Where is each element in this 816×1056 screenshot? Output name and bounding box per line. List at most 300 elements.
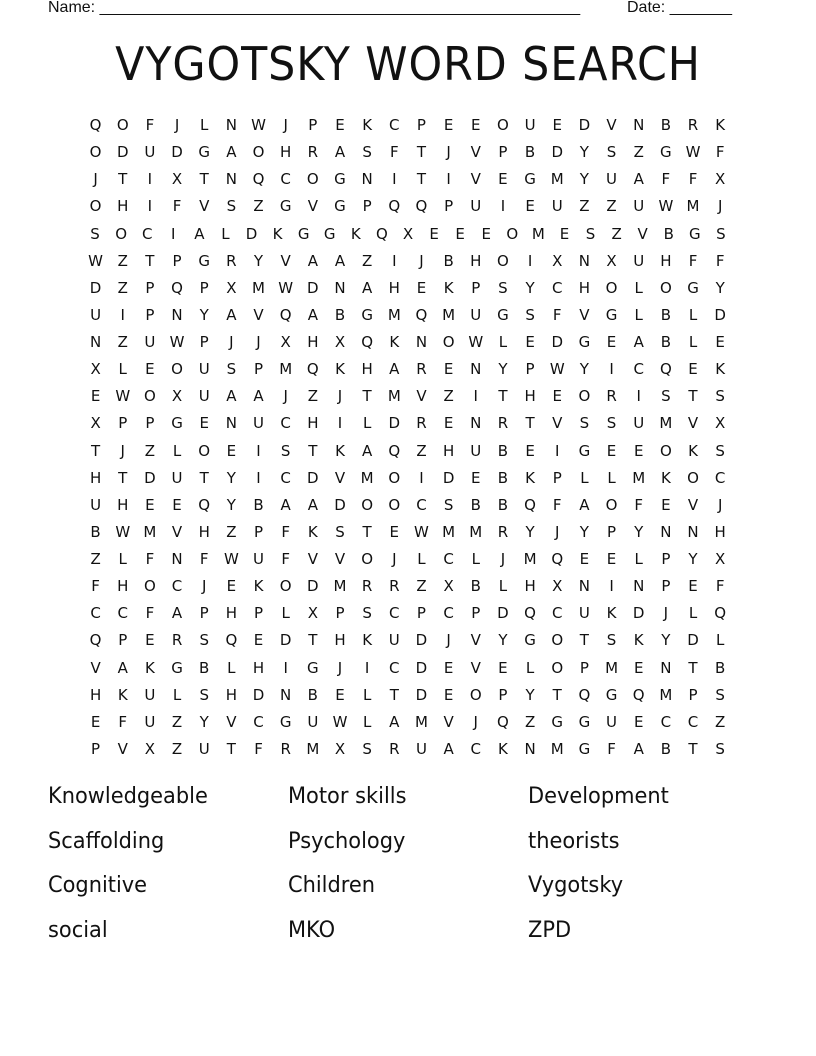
grid-letter: L bbox=[634, 550, 643, 569]
grid-letter: U bbox=[633, 197, 645, 216]
grid-letter: W bbox=[115, 387, 131, 406]
grid-letter: E bbox=[552, 387, 562, 406]
grid-letter: S bbox=[280, 441, 291, 460]
grid-letter: U bbox=[470, 305, 482, 324]
grid-letter: Y bbox=[579, 360, 589, 379]
grid-letter: N bbox=[361, 170, 373, 189]
word-list-item: theorists bbox=[528, 827, 620, 854]
grid-letter: C bbox=[253, 712, 264, 731]
grid-letter: N bbox=[524, 739, 536, 758]
grid-letter: S bbox=[606, 143, 617, 162]
grid-letter: C bbox=[280, 414, 291, 433]
grid-letter: I bbox=[283, 658, 288, 677]
grid-letter: O bbox=[659, 441, 672, 460]
grid-letter: C bbox=[416, 495, 427, 514]
grid-letter: H bbox=[117, 197, 129, 216]
grid-letter: M bbox=[333, 577, 347, 596]
grid-letter: Y bbox=[199, 305, 209, 324]
grid-letter: U bbox=[144, 333, 156, 352]
grid-letter: H bbox=[307, 414, 319, 433]
grid-letter: Q bbox=[388, 441, 401, 460]
grid-letter: E bbox=[552, 116, 562, 135]
grid-letter: T bbox=[416, 143, 427, 162]
grid-letter: O bbox=[89, 143, 102, 162]
grid-letter: H bbox=[524, 577, 536, 596]
grid-letter: Y bbox=[253, 251, 264, 270]
grid-letter: D bbox=[245, 224, 258, 243]
grid-letter: L bbox=[634, 278, 643, 297]
header bbox=[48, 0, 748, 19]
grid-letter: E bbox=[661, 495, 671, 514]
grid-letter: T bbox=[118, 468, 128, 487]
grid-letter: B bbox=[663, 224, 674, 243]
grid-letter: M bbox=[523, 550, 537, 569]
grid-letter: N bbox=[578, 251, 590, 270]
grid-letter: U bbox=[415, 739, 427, 758]
grid-letter: U bbox=[198, 360, 210, 379]
grid-letter: G bbox=[307, 658, 319, 677]
grid-letter: B bbox=[497, 468, 509, 487]
grid-letter: G bbox=[198, 143, 211, 162]
grid-letter: A bbox=[579, 495, 590, 514]
grid-letter: G bbox=[524, 631, 536, 650]
grid-row bbox=[82, 438, 734, 465]
grid-letter: J bbox=[717, 495, 723, 514]
grid-letter: E bbox=[525, 333, 535, 352]
grid-letter: F bbox=[281, 522, 290, 541]
grid-letter: K bbox=[307, 522, 318, 541]
grid-letter: T bbox=[118, 170, 128, 189]
grid-letter: U bbox=[144, 712, 156, 731]
grid-letter: H bbox=[307, 333, 319, 352]
grid-letter: J bbox=[283, 387, 288, 406]
grid-letter: Z bbox=[307, 387, 318, 406]
grid-letter: V bbox=[253, 305, 264, 324]
grid-letter: E bbox=[471, 116, 481, 135]
grid-letter: Q bbox=[659, 360, 672, 379]
grid-letter: K bbox=[688, 441, 698, 460]
grid-letter: F bbox=[661, 170, 671, 189]
grid-letter: P bbox=[498, 143, 508, 162]
grid-letter: P bbox=[552, 468, 562, 487]
grid-letter: V bbox=[443, 712, 454, 731]
grid-letter: C bbox=[117, 604, 128, 623]
grid-letter: E bbox=[606, 441, 617, 460]
grid-letter: E bbox=[633, 658, 644, 677]
grid-row bbox=[82, 166, 734, 193]
grid-letter: C bbox=[660, 712, 672, 731]
grid-letter: R bbox=[361, 577, 373, 596]
grid-letter: H bbox=[252, 658, 265, 677]
grid-letter: X bbox=[715, 414, 726, 433]
grid-letter: F bbox=[281, 550, 290, 569]
grid-letter: Q bbox=[252, 170, 265, 189]
grid-letter: D bbox=[334, 495, 346, 514]
grid-letter: E bbox=[429, 224, 439, 243]
grid-letter: T bbox=[362, 387, 372, 406]
word-list-item: Scaffolding bbox=[48, 827, 165, 854]
grid-letter: L bbox=[715, 631, 725, 650]
grid-row bbox=[82, 248, 734, 275]
grid-letter: U bbox=[198, 739, 210, 758]
grid-letter: L bbox=[172, 685, 182, 704]
grid-letter: P bbox=[118, 414, 128, 433]
grid-letter: Z bbox=[226, 522, 237, 541]
grid-letter: T bbox=[199, 170, 209, 189]
grid-letter: F bbox=[715, 143, 725, 162]
grid-letter: L bbox=[281, 604, 290, 623]
grid-letter: F bbox=[715, 251, 725, 270]
grid-letter: B bbox=[334, 305, 346, 324]
grid-letter: K bbox=[144, 658, 155, 677]
grid-letter: G bbox=[497, 305, 509, 324]
grid-letter: N bbox=[470, 414, 482, 433]
grid-letter: H bbox=[388, 278, 400, 297]
grid-letter: V bbox=[470, 658, 481, 677]
grid-letter: R bbox=[280, 739, 291, 758]
grid-letter: F bbox=[172, 197, 182, 216]
grid-letter: M bbox=[686, 197, 700, 216]
grid-letter: P bbox=[362, 197, 372, 216]
grid-letter: H bbox=[442, 441, 455, 460]
grid-letter: F bbox=[254, 739, 263, 758]
grid-letter: P bbox=[607, 522, 617, 541]
grid-row bbox=[82, 627, 734, 654]
grid-letter: O bbox=[469, 685, 482, 704]
grid-letter: I bbox=[256, 441, 261, 460]
grid-letter: U bbox=[524, 116, 536, 135]
grid-letter: K bbox=[117, 685, 128, 704]
grid-letter: N bbox=[687, 522, 699, 541]
grid-letter: M bbox=[550, 170, 564, 189]
grid-letter: D bbox=[551, 333, 564, 352]
grid-row bbox=[82, 465, 734, 492]
grid-letter: S bbox=[715, 739, 725, 758]
grid-letter: Q bbox=[524, 495, 536, 514]
grid-letter: E bbox=[579, 550, 590, 569]
grid-letter: P bbox=[416, 604, 426, 623]
grid-letter: J bbox=[392, 550, 397, 569]
grid-letter: T bbox=[90, 441, 101, 460]
grid-row bbox=[82, 329, 734, 356]
grid-row bbox=[82, 383, 734, 410]
grid-letter: X bbox=[402, 224, 414, 243]
grid-letter: H bbox=[714, 522, 726, 541]
grid-letter: A bbox=[334, 143, 346, 162]
grid-letter: T bbox=[552, 685, 562, 704]
grid-letter: Y bbox=[498, 631, 508, 650]
grid-letter: F bbox=[607, 739, 616, 758]
grid-letter: C bbox=[389, 604, 400, 623]
grid-letter: Z bbox=[117, 333, 128, 352]
grid-letter: Z bbox=[171, 739, 183, 758]
grid-letter: Z bbox=[117, 278, 128, 297]
grid-letter: J bbox=[555, 522, 560, 541]
grid-letter: U bbox=[307, 712, 319, 731]
grid-letter: E bbox=[498, 658, 508, 677]
grid-letter: S bbox=[606, 414, 617, 433]
grid-letter: X bbox=[715, 550, 726, 569]
grid-letter: U bbox=[578, 604, 590, 623]
grid-letter: V bbox=[579, 305, 590, 324]
grid-letter: Y bbox=[661, 631, 671, 650]
grid-row bbox=[82, 221, 734, 248]
word-list-item: MKO bbox=[288, 916, 336, 943]
grid-letter: E bbox=[633, 441, 644, 460]
grid-letter: E bbox=[471, 468, 481, 487]
grid-letter: Y bbox=[525, 522, 535, 541]
grid-letter: P bbox=[308, 116, 318, 135]
grid-letter: X bbox=[226, 278, 237, 297]
grid-letter: W bbox=[549, 360, 565, 379]
grid-letter: S bbox=[90, 224, 100, 243]
grid-letter: L bbox=[498, 577, 508, 596]
grid-letter: C bbox=[551, 278, 563, 297]
grid-letter: N bbox=[633, 116, 645, 135]
grid-letter: X bbox=[606, 251, 617, 270]
grid-letter: D bbox=[89, 278, 102, 297]
grid-letter: G bbox=[605, 685, 618, 704]
grid-letter: Q bbox=[524, 604, 536, 623]
grid-letter: F bbox=[715, 577, 725, 596]
grid-letter: N bbox=[225, 414, 237, 433]
grid-letter: G bbox=[198, 251, 211, 270]
grid-letter: W bbox=[332, 712, 348, 731]
grid-letter: D bbox=[415, 658, 428, 677]
grid-letter: E bbox=[335, 116, 345, 135]
grid-letter: E bbox=[498, 170, 508, 189]
grid-letter: Z bbox=[416, 441, 427, 460]
grid-letter: I bbox=[171, 224, 176, 243]
grid-letter: G bbox=[323, 224, 336, 243]
word-list bbox=[48, 776, 768, 954]
grid-letter: H bbox=[89, 685, 102, 704]
grid-letter: N bbox=[578, 577, 590, 596]
grid-letter: Z bbox=[416, 577, 427, 596]
grid-row bbox=[82, 302, 734, 329]
grid-letter: K bbox=[660, 468, 671, 487]
grid-letter: Y bbox=[579, 143, 589, 162]
grid-letter: C bbox=[443, 550, 454, 569]
grid-letter: B bbox=[497, 495, 509, 514]
grid-letter: S bbox=[199, 631, 209, 650]
grid-letter: H bbox=[578, 278, 591, 297]
grid-letter: U bbox=[144, 685, 156, 704]
grid-letter: P bbox=[253, 360, 264, 379]
grid-letter: H bbox=[89, 468, 102, 487]
grid-letter: J bbox=[229, 333, 234, 352]
grid-letter: K bbox=[715, 360, 726, 379]
grid-letter: E bbox=[443, 658, 454, 677]
grid-letter: S bbox=[226, 197, 237, 216]
grid-letter: X bbox=[90, 414, 101, 433]
grid-letter: I bbox=[120, 305, 125, 324]
grid-letter: L bbox=[118, 550, 127, 569]
grid-letter: T bbox=[389, 685, 399, 704]
grid-letter: R bbox=[307, 143, 319, 162]
grid-letter: S bbox=[226, 360, 237, 379]
grid-letter: F bbox=[688, 251, 698, 270]
grid-letter: O bbox=[659, 278, 672, 297]
grid-letter: T bbox=[498, 387, 508, 406]
grid-letter: G bbox=[578, 712, 591, 731]
grid-letter: L bbox=[362, 685, 372, 704]
grid-letter: S bbox=[443, 495, 454, 514]
grid-letter: F bbox=[145, 604, 155, 623]
grid-letter: M bbox=[306, 739, 320, 758]
grid-letter: A bbox=[307, 251, 318, 270]
grid-letter: G bbox=[279, 712, 292, 731]
grid-letter: O bbox=[361, 550, 374, 569]
grid-letter: U bbox=[606, 712, 618, 731]
grid-letter: O bbox=[279, 577, 292, 596]
grid-letter: N bbox=[660, 658, 672, 677]
grid-letter: U bbox=[606, 170, 618, 189]
grid-letter: E bbox=[443, 360, 454, 379]
grid-letter: Q bbox=[551, 550, 564, 569]
grid-letter: S bbox=[661, 387, 671, 406]
grid-letter: E bbox=[226, 577, 237, 596]
grid-letter: P bbox=[91, 739, 101, 758]
grid-row bbox=[82, 193, 734, 220]
grid-letter: D bbox=[497, 604, 509, 623]
grid-letter: Z bbox=[611, 224, 622, 243]
word-list-item: Psychology bbox=[288, 827, 406, 854]
page-title: VYGOTSKY WORD SEARCH bbox=[115, 37, 701, 91]
grid-letter: R bbox=[171, 631, 183, 650]
grid-letter: Q bbox=[415, 305, 428, 324]
word-list-item: Motor skills bbox=[288, 783, 407, 809]
grid-letter: D bbox=[551, 143, 564, 162]
word-list-item: ZPD bbox=[528, 916, 572, 943]
grid-letter: G bbox=[578, 441, 591, 460]
grid-letter: L bbox=[688, 604, 698, 623]
grid-letter: Z bbox=[606, 197, 617, 216]
grid-letter: R bbox=[497, 414, 509, 433]
grid-letter: P bbox=[199, 604, 209, 623]
grid-letter: L bbox=[227, 658, 236, 677]
grid-letter: L bbox=[200, 116, 209, 135]
grid-letter: P bbox=[199, 278, 209, 297]
grid-letter: G bbox=[334, 170, 346, 189]
grid-letter: O bbox=[497, 116, 509, 135]
grid-letter: Y bbox=[579, 170, 589, 189]
grid-letter: B bbox=[660, 305, 671, 324]
grid-letter: D bbox=[415, 631, 428, 650]
grid-letter: V bbox=[334, 468, 346, 487]
grid-letter: S bbox=[715, 685, 725, 704]
grid-letter: T bbox=[362, 522, 372, 541]
grid-letter: X bbox=[715, 170, 726, 189]
grid-letter: L bbox=[688, 305, 698, 324]
grid-letter: R bbox=[416, 414, 427, 433]
grid-letter: W bbox=[223, 550, 239, 569]
grid-letter: R bbox=[606, 387, 617, 406]
grid-letter: V bbox=[687, 414, 699, 433]
grid-letter: G bbox=[171, 658, 183, 677]
grid-letter: E bbox=[226, 441, 237, 460]
grid-letter: Q bbox=[632, 685, 645, 704]
grid-letter: M bbox=[659, 414, 673, 433]
grid-row bbox=[82, 655, 734, 682]
grid-letter: T bbox=[688, 387, 698, 406]
grid-letter: K bbox=[335, 441, 345, 460]
grid-letter: J bbox=[717, 197, 723, 216]
grid-letter: O bbox=[143, 387, 156, 406]
grid-letter: X bbox=[552, 251, 563, 270]
grid-letter: H bbox=[117, 495, 129, 514]
grid-letter: U bbox=[633, 414, 645, 433]
grid-letter: V bbox=[117, 739, 128, 758]
grid-letter: B bbox=[660, 116, 671, 135]
grid-letter: B bbox=[253, 495, 264, 514]
grid-letter: D bbox=[252, 685, 265, 704]
grid-letter: Q bbox=[225, 631, 238, 650]
grid-letter: R bbox=[497, 522, 509, 541]
grid-row bbox=[82, 519, 734, 546]
grid-letter: G bbox=[361, 305, 373, 324]
grid-letter: L bbox=[498, 333, 508, 352]
grid-letter: O bbox=[252, 143, 265, 162]
grid-letter: G bbox=[524, 170, 536, 189]
grid-letter: E bbox=[633, 712, 644, 731]
grid-letter: V bbox=[637, 224, 648, 243]
grid-letter: I bbox=[256, 468, 261, 487]
grid-letter: R bbox=[226, 251, 237, 270]
grid-letter: G bbox=[551, 712, 564, 731]
grid-letter: W bbox=[278, 278, 294, 297]
grid-letter: I bbox=[500, 197, 506, 216]
grid-letter: H bbox=[334, 631, 346, 650]
grid-letter: D bbox=[687, 631, 699, 650]
grid-letter: Y bbox=[498, 360, 508, 379]
grid-letter: D bbox=[279, 631, 292, 650]
grid-letter: E bbox=[90, 712, 101, 731]
grid-letter: M bbox=[387, 305, 401, 324]
grid-letter: I bbox=[364, 658, 370, 677]
grid-letter: C bbox=[470, 739, 481, 758]
grid-letter: J bbox=[500, 550, 506, 569]
grid-letter: S bbox=[716, 224, 726, 243]
grid-letter: A bbox=[389, 360, 400, 379]
grid-letter: E bbox=[90, 387, 101, 406]
grid-letter: O bbox=[687, 468, 699, 487]
grid-letter: D bbox=[578, 116, 591, 135]
grid-letter: B bbox=[715, 658, 726, 677]
grid-letter: I bbox=[555, 441, 560, 460]
grid-letter: B bbox=[660, 739, 671, 758]
grid-letter: E bbox=[443, 414, 454, 433]
grid-letter: I bbox=[392, 251, 397, 270]
grid-letter: J bbox=[446, 143, 451, 162]
grid-letter: F bbox=[389, 143, 399, 162]
grid-letter: K bbox=[253, 577, 264, 596]
grid-letter: D bbox=[442, 468, 455, 487]
grid-letter: P bbox=[661, 577, 671, 596]
grid-letter: A bbox=[362, 441, 373, 460]
grid-letter: E bbox=[199, 414, 209, 433]
word-list-item: social bbox=[48, 916, 108, 943]
grid-letter: A bbox=[633, 170, 644, 189]
grid-letter: T bbox=[226, 739, 236, 758]
grid-letter: A bbox=[389, 712, 400, 731]
grid-letter: E bbox=[606, 333, 617, 352]
grid-letter: S bbox=[199, 685, 209, 704]
grid-row bbox=[82, 356, 734, 383]
grid-letter: I bbox=[392, 170, 397, 189]
grid-letter: U bbox=[90, 495, 102, 514]
grid-letter: C bbox=[389, 116, 400, 135]
